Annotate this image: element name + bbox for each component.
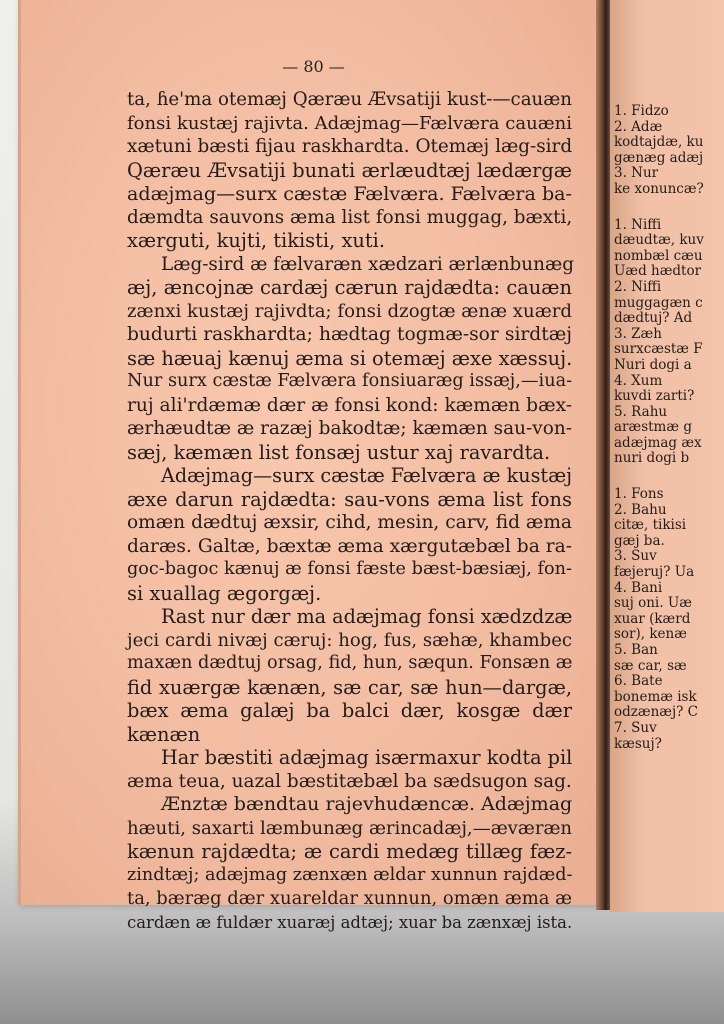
- right-text-line: adæjmag æx: [614, 434, 702, 451]
- text-line: kænun rajdædta; æ cardi medæg tillæg fæz-: [127, 840, 572, 863]
- right-text-line: bonemæ isk: [614, 688, 697, 705]
- text-line: ta, bæræg dær xuareldar xunnun, omæn æma æ: [127, 888, 572, 909]
- right-text-line: surxcæstæ F: [614, 341, 703, 358]
- text-line: goc-bagoc kænuj æ fonsi fæste bæst-bæsiæj, fon-: [127, 559, 572, 579]
- right-text-line: xuar (kærd: [614, 610, 691, 627]
- text-line: jeci cardi nivæj cæruj: hog, fus, sæhæ, khambec: [127, 629, 572, 651]
- right-text-line: gænæg adæj: [614, 149, 704, 166]
- right-text-line: citæ, tikisi: [614, 517, 687, 534]
- right-text-line: Uæd hædtor: [614, 263, 702, 280]
- text-line: sæ hæuaj kænuj æma si otemæj æxe xæssuj.: [127, 346, 573, 370]
- text-line: fonsi kustæj rajivta. Adæjmag—Fælværa cauæni: [127, 112, 572, 134]
- text-line: æj, æncojnæ cardæj cærun rajdædta: cauæn: [127, 276, 572, 299]
- left-page-text: [127, 88, 572, 934]
- text-line: Adæjmag—surx cæstæ Fælværa æ kustæj: [161, 464, 573, 487]
- text-line: budurti raskhardta; hædtag togmæ-sor sirdtæj: [127, 324, 572, 345]
- right-text-line: suj oni. Uæ: [614, 595, 692, 612]
- right-text-line: sæ car, sæ: [614, 657, 687, 674]
- page-number: — 80 —: [282, 57, 345, 76]
- right-text-line: 2. Niffi: [614, 278, 662, 295]
- right-text-line: 3. Nur: [614, 165, 659, 182]
- text-line: daræs. Galtæ, bæxtæ æma xærgutæbæl ba ra-: [127, 535, 573, 557]
- right-page-text: [614, 104, 724, 752]
- text-line: æxe darun rajdædta: sau-vons æma list fons: [127, 487, 572, 511]
- text-line: xætuni bæsti fijau raskhardta. Otemæj læg-sird: [127, 136, 573, 157]
- right-text-line: odzænæj? C: [614, 704, 698, 721]
- right-text-line: 5. Ban: [614, 642, 658, 658]
- right-text-line: 1. Niffi: [614, 216, 662, 233]
- text-line: fid xuærgæ kænæn, sæ car, sæ hun—dargæ,: [127, 675, 572, 699]
- right-text-line: kæsuj?: [614, 735, 662, 752]
- text-line: zænxi kustæj rajivdta; fonsi dzogtæ ænæ xuærd: [127, 300, 572, 322]
- text-line: cardæn æ fuldær xuaræj adtæj; xuar ba zænxæj ista.: [127, 912, 573, 932]
- right-text-line: 7. Suv: [614, 719, 657, 736]
- right-text-line: [614, 467, 724, 487]
- text-line: Nur surx cæstæ Fælværa fonsiuaræg issæj,—iua-: [127, 371, 573, 391]
- right-text-line: 3. Zæh: [614, 325, 662, 342]
- right-text-line: 3. Suv: [614, 548, 657, 565]
- text-line: dæmdta sauvons æma list fonsi muggag, bæxti,: [127, 206, 573, 228]
- text-line: ærhæudtæ æ razæj bakodtæ; kæmæn sau-von-: [127, 418, 572, 439]
- right-text-line: 5. Rahu: [614, 403, 668, 420]
- text-line: maxæn dædtuj orsag, fid, hun, sæqun. Fonsæn æ: [127, 653, 573, 673]
- text-line: kænæn: [127, 722, 201, 746]
- right-text-line: gæj ba.: [614, 532, 665, 549]
- text-line: Læg-sird æ fælvaræn xædzari ærlænbunæg: [161, 253, 574, 275]
- right-text-line: 2. Adæ: [614, 118, 663, 135]
- right-text-line: 6. Bate: [614, 673, 663, 690]
- right-text-line: kodtajdæ, ku: [614, 134, 704, 151]
- right-text-line: 1. Fons: [614, 486, 664, 503]
- text-line: omæn dædtuj æxsir, cihd, mesin, carv, fid æma: [127, 512, 572, 533]
- text-line: Qæræu Ævsatiji bunati ærlæudtæj lædærgæ: [127, 158, 572, 182]
- right-text-line: ke xonuncæ?: [614, 180, 704, 197]
- right-text-line: 4. Bani: [614, 579, 663, 596]
- right-text-line: [614, 198, 724, 218]
- text-line: hæuti, saxarti læmbunæg ærincadæj,—æværæn: [127, 817, 573, 839]
- right-text-line: nombæl cæu: [614, 247, 703, 264]
- text-line: xærguti, kujti, tikisti, xuti.: [127, 229, 386, 252]
- right-text-line: 1. Fidzo: [614, 104, 669, 119]
- text-line: si xuallag ægorgæj.: [127, 581, 322, 605]
- text-line: zindtæj; adæjmag zænxæn ældar xunnun rajdæd-: [127, 864, 573, 885]
- text-line: Har bæstiti adæjmag isærmaxur kodta pil: [161, 746, 573, 769]
- text-line: æma teua, uazal bæstitæbæl ba sædsugon sag.: [127, 770, 572, 792]
- right-text-line: dæudtæ, kuv: [614, 232, 704, 249]
- right-text-line: aræstmæ g: [614, 419, 692, 436]
- right-text-line: kuvdi zarti?: [614, 388, 695, 405]
- right-text-line: 4. Xum: [614, 372, 663, 389]
- right-text-line: nuri dogi b: [614, 450, 690, 467]
- text-line: bæx æma galæj ba balci dær, kosgæ dær: [127, 699, 572, 722]
- right-text-line: 2. Bahu: [614, 501, 667, 518]
- right-text-line: dædtuj? Ad: [614, 310, 693, 327]
- right-text-line: muggagæn c: [614, 294, 703, 311]
- text-line: ruj ali'rdæmæ dær æ fonsi kond: kæmæn bæx-: [127, 394, 573, 416]
- text-line: sæj, kæmæn list fonsæj ustur xaj ravardta.: [127, 440, 551, 464]
- right-text-line: sor), kenæ: [614, 626, 687, 643]
- right-text-line: fæjeruj? Ua: [614, 564, 695, 581]
- text-line: adæjmag—surx cæstæ Fælværa. Fælværa ba-: [127, 182, 572, 205]
- text-line: Rast nur dær ma adæjmag fonsi xædzdzæ: [161, 605, 573, 628]
- text-line: ta, ɦe'ma otemæj Qæræu Ævsatiji kust-—cauæn: [127, 89, 572, 110]
- right-text-line: Nuri dogi a: [614, 356, 692, 373]
- text-line: Ænztæ bændtau rajevhudæncæ. Adæjmag: [161, 793, 573, 815]
